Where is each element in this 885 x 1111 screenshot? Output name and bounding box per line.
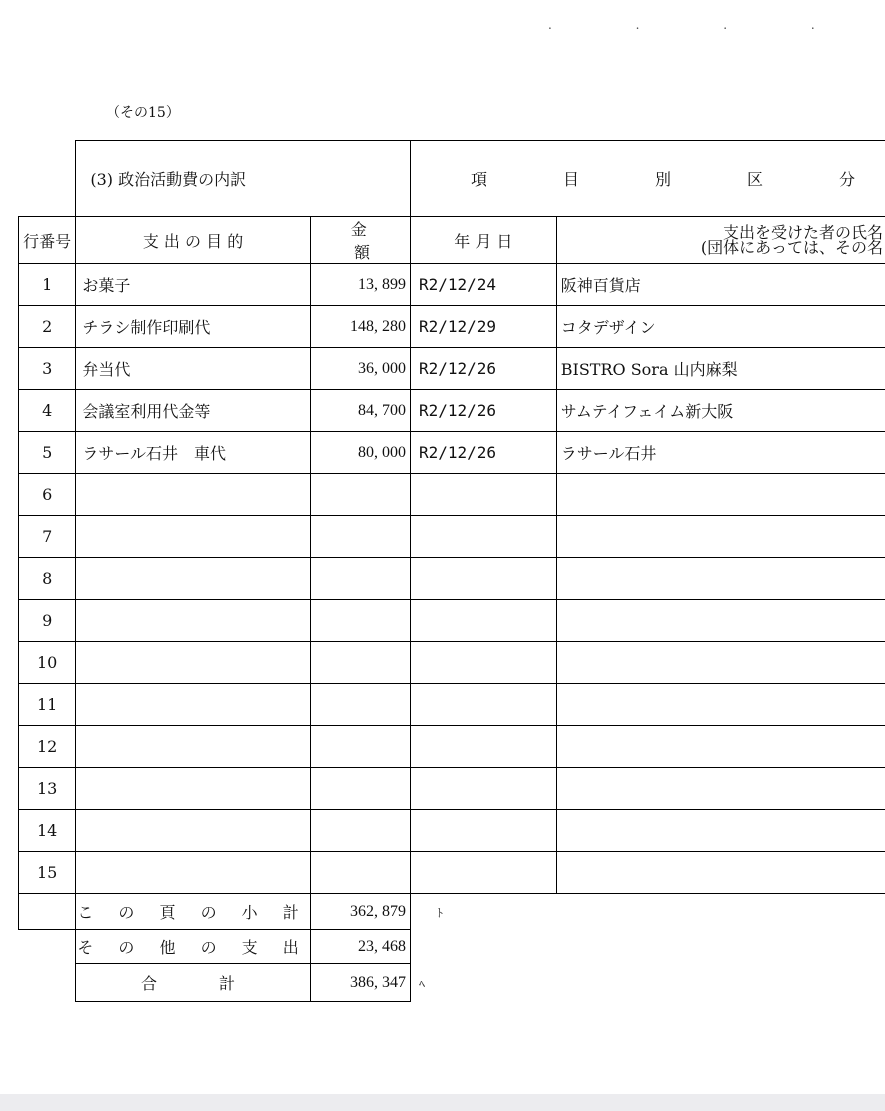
row-purpose bbox=[76, 684, 310, 726]
other-row bbox=[19, 930, 885, 964]
subtotal-amount: 362, 879 bbox=[310, 894, 410, 930]
row-purpose bbox=[76, 474, 310, 516]
row-number: 12 bbox=[19, 726, 76, 768]
row-payee bbox=[556, 516, 885, 558]
row-date: R2/12/24 bbox=[410, 264, 556, 306]
other-amount: 23, 468 bbox=[310, 930, 410, 964]
row-number: 8 bbox=[19, 558, 76, 600]
row-purpose bbox=[76, 516, 310, 558]
row-purpose: チラシ制作印刷代 bbox=[76, 306, 310, 348]
row-payee bbox=[556, 684, 885, 726]
subtotal-label: こ の 頁 の 小 計 bbox=[76, 894, 310, 930]
col-amount-right: 額 bbox=[353, 243, 370, 262]
row-purpose bbox=[76, 810, 310, 852]
row-number: 6 bbox=[19, 474, 76, 516]
row-number: 9 bbox=[19, 600, 76, 642]
total-label: 合 計 bbox=[76, 964, 310, 1002]
row-payee: BISTRO Sora 山内麻梨 bbox=[556, 348, 885, 390]
row-amount: 84, 700 bbox=[310, 390, 410, 432]
row-number: 5 bbox=[19, 432, 76, 474]
row-date: R2/12/29 bbox=[410, 306, 556, 348]
row-number: 7 bbox=[19, 516, 76, 558]
scan-dots: . . . . bbox=[548, 18, 855, 32]
subtotal-row bbox=[19, 894, 885, 930]
total-amount: 386, 347 bbox=[310, 964, 410, 1002]
row-payee bbox=[556, 642, 885, 684]
table-row bbox=[19, 726, 885, 768]
table-row bbox=[19, 432, 885, 474]
row-amount bbox=[310, 726, 410, 768]
check-mark: ﾍ bbox=[418, 977, 425, 991]
row-amount bbox=[310, 600, 410, 642]
row-payee bbox=[556, 558, 885, 600]
row-number: 13 bbox=[19, 768, 76, 810]
column-header-row bbox=[19, 217, 885, 264]
row-date bbox=[410, 558, 556, 600]
row-number: 14 bbox=[19, 810, 76, 852]
row-amount bbox=[310, 768, 410, 810]
row-purpose bbox=[76, 642, 310, 684]
table-row bbox=[19, 306, 885, 348]
col-payee-line1: 支出を受けた者の氏名 bbox=[722, 223, 883, 242]
row-purpose bbox=[76, 558, 310, 600]
row-amount bbox=[310, 642, 410, 684]
row-amount: 13, 899 bbox=[310, 264, 410, 306]
table-title-row bbox=[19, 141, 885, 217]
row-date: R2/12/26 bbox=[410, 390, 556, 432]
col-payee-line2: (団体にあっては、その名 bbox=[700, 238, 883, 257]
col-payee bbox=[556, 217, 885, 264]
table-row bbox=[19, 390, 885, 432]
row-amount bbox=[310, 516, 410, 558]
row-amount: 80, 000 bbox=[310, 432, 410, 474]
row-amount bbox=[310, 684, 410, 726]
row-payee bbox=[556, 474, 885, 516]
row-date bbox=[410, 768, 556, 810]
row-payee bbox=[556, 600, 885, 642]
row-date bbox=[410, 684, 556, 726]
table-row bbox=[19, 600, 885, 642]
row-date bbox=[410, 810, 556, 852]
page-label: （その15） bbox=[106, 105, 180, 121]
col-purpose: 支 出 の 目 的 bbox=[76, 217, 310, 264]
row-date bbox=[410, 642, 556, 684]
table-row bbox=[19, 558, 885, 600]
table-row bbox=[19, 474, 885, 516]
row-number: 1 bbox=[19, 264, 76, 306]
table-row bbox=[19, 768, 885, 810]
row-purpose bbox=[76, 768, 310, 810]
row-amount bbox=[310, 474, 410, 516]
row-purpose: 会議室利用代金等 bbox=[76, 390, 310, 432]
row-date bbox=[410, 600, 556, 642]
row-number: 2 bbox=[19, 306, 76, 348]
col-date: 年 月 日 bbox=[410, 217, 556, 264]
row-date: R2/12/26 bbox=[410, 348, 556, 390]
row-payee: ラサール石井 bbox=[556, 432, 885, 474]
viewer-bottom-bar bbox=[0, 1094, 885, 1111]
row-date bbox=[410, 474, 556, 516]
row-amount bbox=[310, 852, 410, 894]
row-number: 10 bbox=[19, 642, 76, 684]
row-payee: コタデザイン bbox=[556, 306, 885, 348]
table-row bbox=[19, 852, 885, 894]
table-row bbox=[19, 264, 885, 306]
row-amount: 148, 280 bbox=[310, 306, 410, 348]
check-mark: ﾄ bbox=[436, 906, 443, 921]
section-title: (3) 政治活動費の内訳 bbox=[76, 141, 411, 217]
row-amount bbox=[310, 810, 410, 852]
row-payee: 阪神百貨店 bbox=[556, 264, 885, 306]
other-label: そ の 他 の 支 出 bbox=[76, 930, 310, 964]
row-date: R2/12/26 bbox=[410, 432, 556, 474]
table-row bbox=[19, 516, 885, 558]
table-row bbox=[19, 810, 885, 852]
expense-table bbox=[18, 140, 885, 1002]
row-payee bbox=[556, 768, 885, 810]
row-payee bbox=[556, 810, 885, 852]
row-purpose: 弁当代 bbox=[76, 348, 310, 390]
row-number: 3 bbox=[19, 348, 76, 390]
row-amount: 36, 000 bbox=[310, 348, 410, 390]
col-amount-left: 金 bbox=[350, 220, 367, 239]
col-amount bbox=[310, 217, 410, 264]
table-body bbox=[19, 264, 885, 894]
row-payee bbox=[556, 726, 885, 768]
row-date bbox=[410, 516, 556, 558]
row-purpose: お菓子 bbox=[76, 264, 310, 306]
row-payee: サムテイフェイム新大阪 bbox=[556, 390, 885, 432]
row-date bbox=[410, 852, 556, 894]
table-row bbox=[19, 348, 885, 390]
row-number: 4 bbox=[19, 390, 76, 432]
row-purpose bbox=[76, 852, 310, 894]
row-purpose: ラサール石井 車代 bbox=[76, 432, 310, 474]
table-row bbox=[19, 684, 885, 726]
row-payee bbox=[556, 852, 885, 894]
category-header: 項 目 別 区 分 bbox=[410, 141, 885, 217]
col-row-no: 行番号 bbox=[19, 217, 76, 264]
row-number: 11 bbox=[19, 684, 76, 726]
row-amount bbox=[310, 558, 410, 600]
row-purpose bbox=[76, 726, 310, 768]
total-row bbox=[19, 964, 885, 1002]
row-date bbox=[410, 726, 556, 768]
row-purpose bbox=[76, 600, 310, 642]
table-row bbox=[19, 642, 885, 684]
row-number: 15 bbox=[19, 852, 76, 894]
